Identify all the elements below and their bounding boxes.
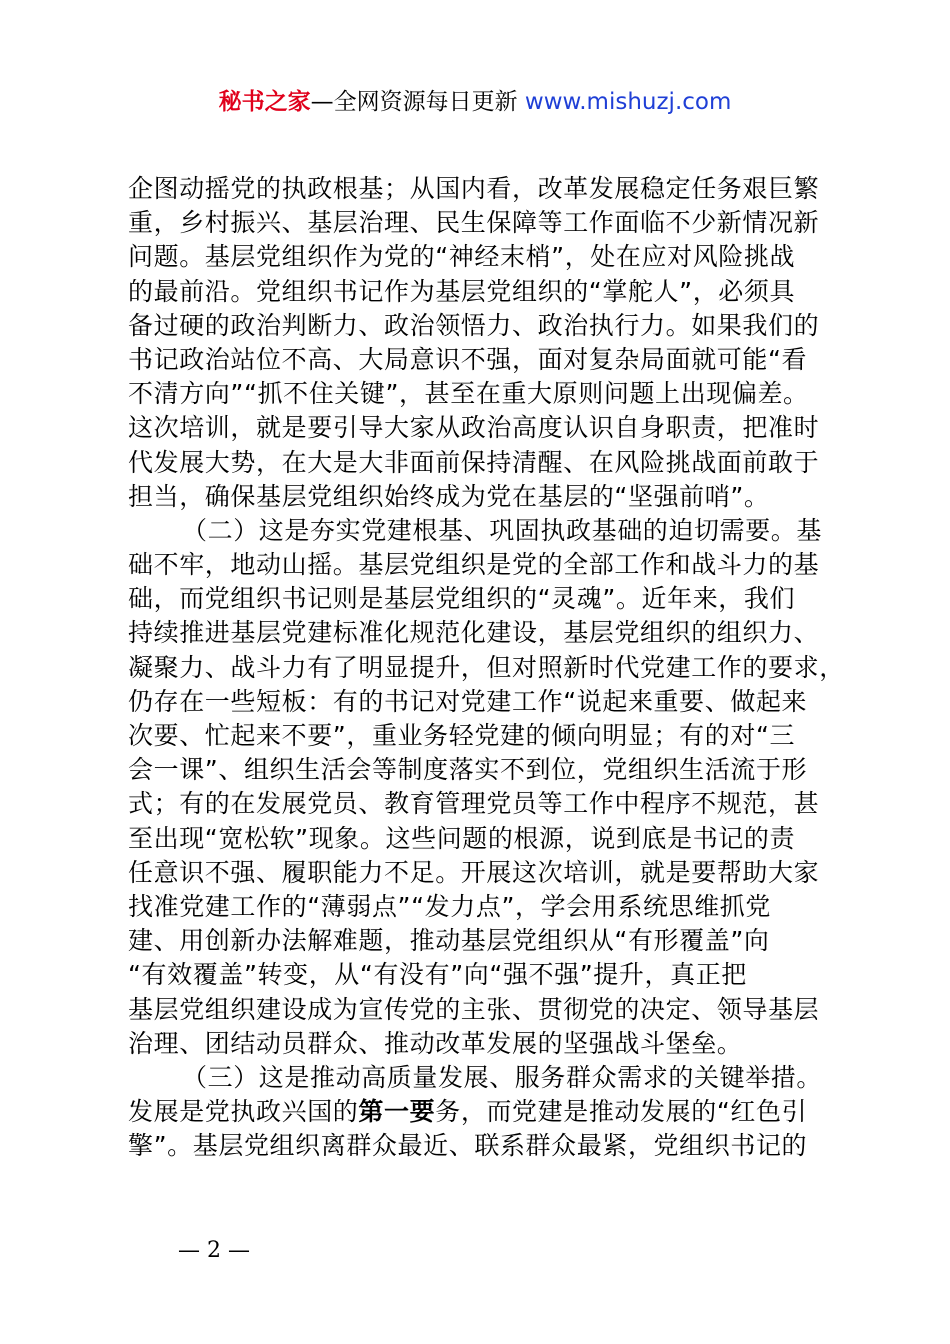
body-line: 建、用创新办法解难题，推动基层党组织从“有形覆盖”向 bbox=[128, 926, 770, 956]
body-line: 代发展大势，在大是大非面前保持清醒、在风险挑战面前敢于 bbox=[128, 447, 820, 477]
body-line: 企图动摇党的执政根基；从国内看，改革发展稳定任务艰巨繁 bbox=[128, 174, 820, 203]
body-line: 重，乡村振兴、基层治理、民生保障等工作面临不少新情况新 bbox=[128, 208, 820, 238]
page-header bbox=[0, 86, 950, 118]
body-line: 问题。基层党组织作为党的“神经末梢”，处在应对风险挑战 bbox=[128, 242, 796, 272]
body-line: 凝聚力、战斗力有了明显提升，但对照新时代党建工作的要求， bbox=[128, 652, 845, 682]
body-line: 的最前沿。党组织书记作为基层党组织的“掌舵人”，必须具 bbox=[128, 276, 796, 306]
body-line: 至出现“宽松软”现象。这些问题的根源，说到底是书记的责 bbox=[128, 823, 796, 853]
body-line: 备过硬的政治判断力、政治领悟力、政治执行力。如果我们的 bbox=[128, 310, 820, 340]
body-line: 式；有的在发展党员、教育管理党员等工作中程序不规范，甚 bbox=[128, 789, 820, 819]
body-line: 会一课”、组织生活会等制度落实不到位，党组织生活流于形 bbox=[128, 755, 808, 785]
bold-text-run: 第一要 bbox=[358, 1097, 436, 1127]
body-line bbox=[128, 1095, 838, 1129]
body-line: 书记政治站位不高、大局意识不强，面对复杂局面就可能“看 bbox=[128, 344, 808, 374]
body-line: 找准党建工作的“薄弱点”“发力点”，学会用系统思维抓党 bbox=[128, 891, 772, 921]
body-line: 础不牢，地动山摇。基层党组织是党的全部工作和战斗力的基 bbox=[128, 550, 820, 580]
body-line: 次要、忙起来不要”，重业务轻党建的倾向明显；有的对“三 bbox=[128, 721, 796, 750]
site-brand: 秘书之家 bbox=[218, 89, 311, 115]
document-body bbox=[128, 172, 845, 1163]
site-tagline: —全网资源每日更新 bbox=[310, 89, 525, 115]
section-heading-2: （二）这是夯实党建根基、巩固执政基础的迫切需要。基 bbox=[182, 515, 823, 545]
body-text-run: 发展是党执政兴国的 bbox=[128, 1097, 359, 1127]
body-line: 这次培训，就是要引导大家从政治高度认识自身职责，把准时 bbox=[128, 413, 820, 443]
body-line: 础，而党组织书记则是基层党组织的“灵魂”。近年来，我们 bbox=[128, 584, 796, 614]
site-url-link[interactable]: www.mishuzj.com bbox=[524, 89, 732, 115]
body-line: 基层党组织建设成为宣传党的主张、贯彻党的决定、领导基层 bbox=[128, 994, 820, 1024]
body-line: 持续推进基层党建标准化规范化建设，基层党组织的组织力、 bbox=[128, 618, 820, 648]
body-line: 治理、团结动员群众、推动改革发展的坚强战斗堡垒。 bbox=[128, 1028, 743, 1058]
body-line: 任意识不强、履职能力不足。开展这次培训，就是要帮助大家 bbox=[128, 857, 820, 887]
body-line: 擎”。基层党组织离群众最近、联系群众最紧，党组织书记的 bbox=[128, 1131, 808, 1161]
page-number: — 2 — bbox=[178, 1238, 250, 1263]
body-line: “有效覆盖”转变，从“有没有”向“强不强”提升，真正把 bbox=[128, 960, 747, 990]
body-line: 不清方向”“抓不住关键”，甚至在重大原则问题上出现偏差。 bbox=[128, 379, 809, 409]
section-heading-3: （三）这是推动高质量发展、服务群众需求的关键举措。 bbox=[182, 1062, 823, 1092]
body-line: 仍存在一些短板：有的书记对党建工作“说起来重要、做起来 bbox=[128, 686, 808, 716]
body-line: 担当，确保基层党组织始终成为党在基层的“坚强前哨”。 bbox=[128, 481, 770, 511]
body-text-run: 务，而党建是推动发展的“红色引 bbox=[435, 1097, 808, 1127]
